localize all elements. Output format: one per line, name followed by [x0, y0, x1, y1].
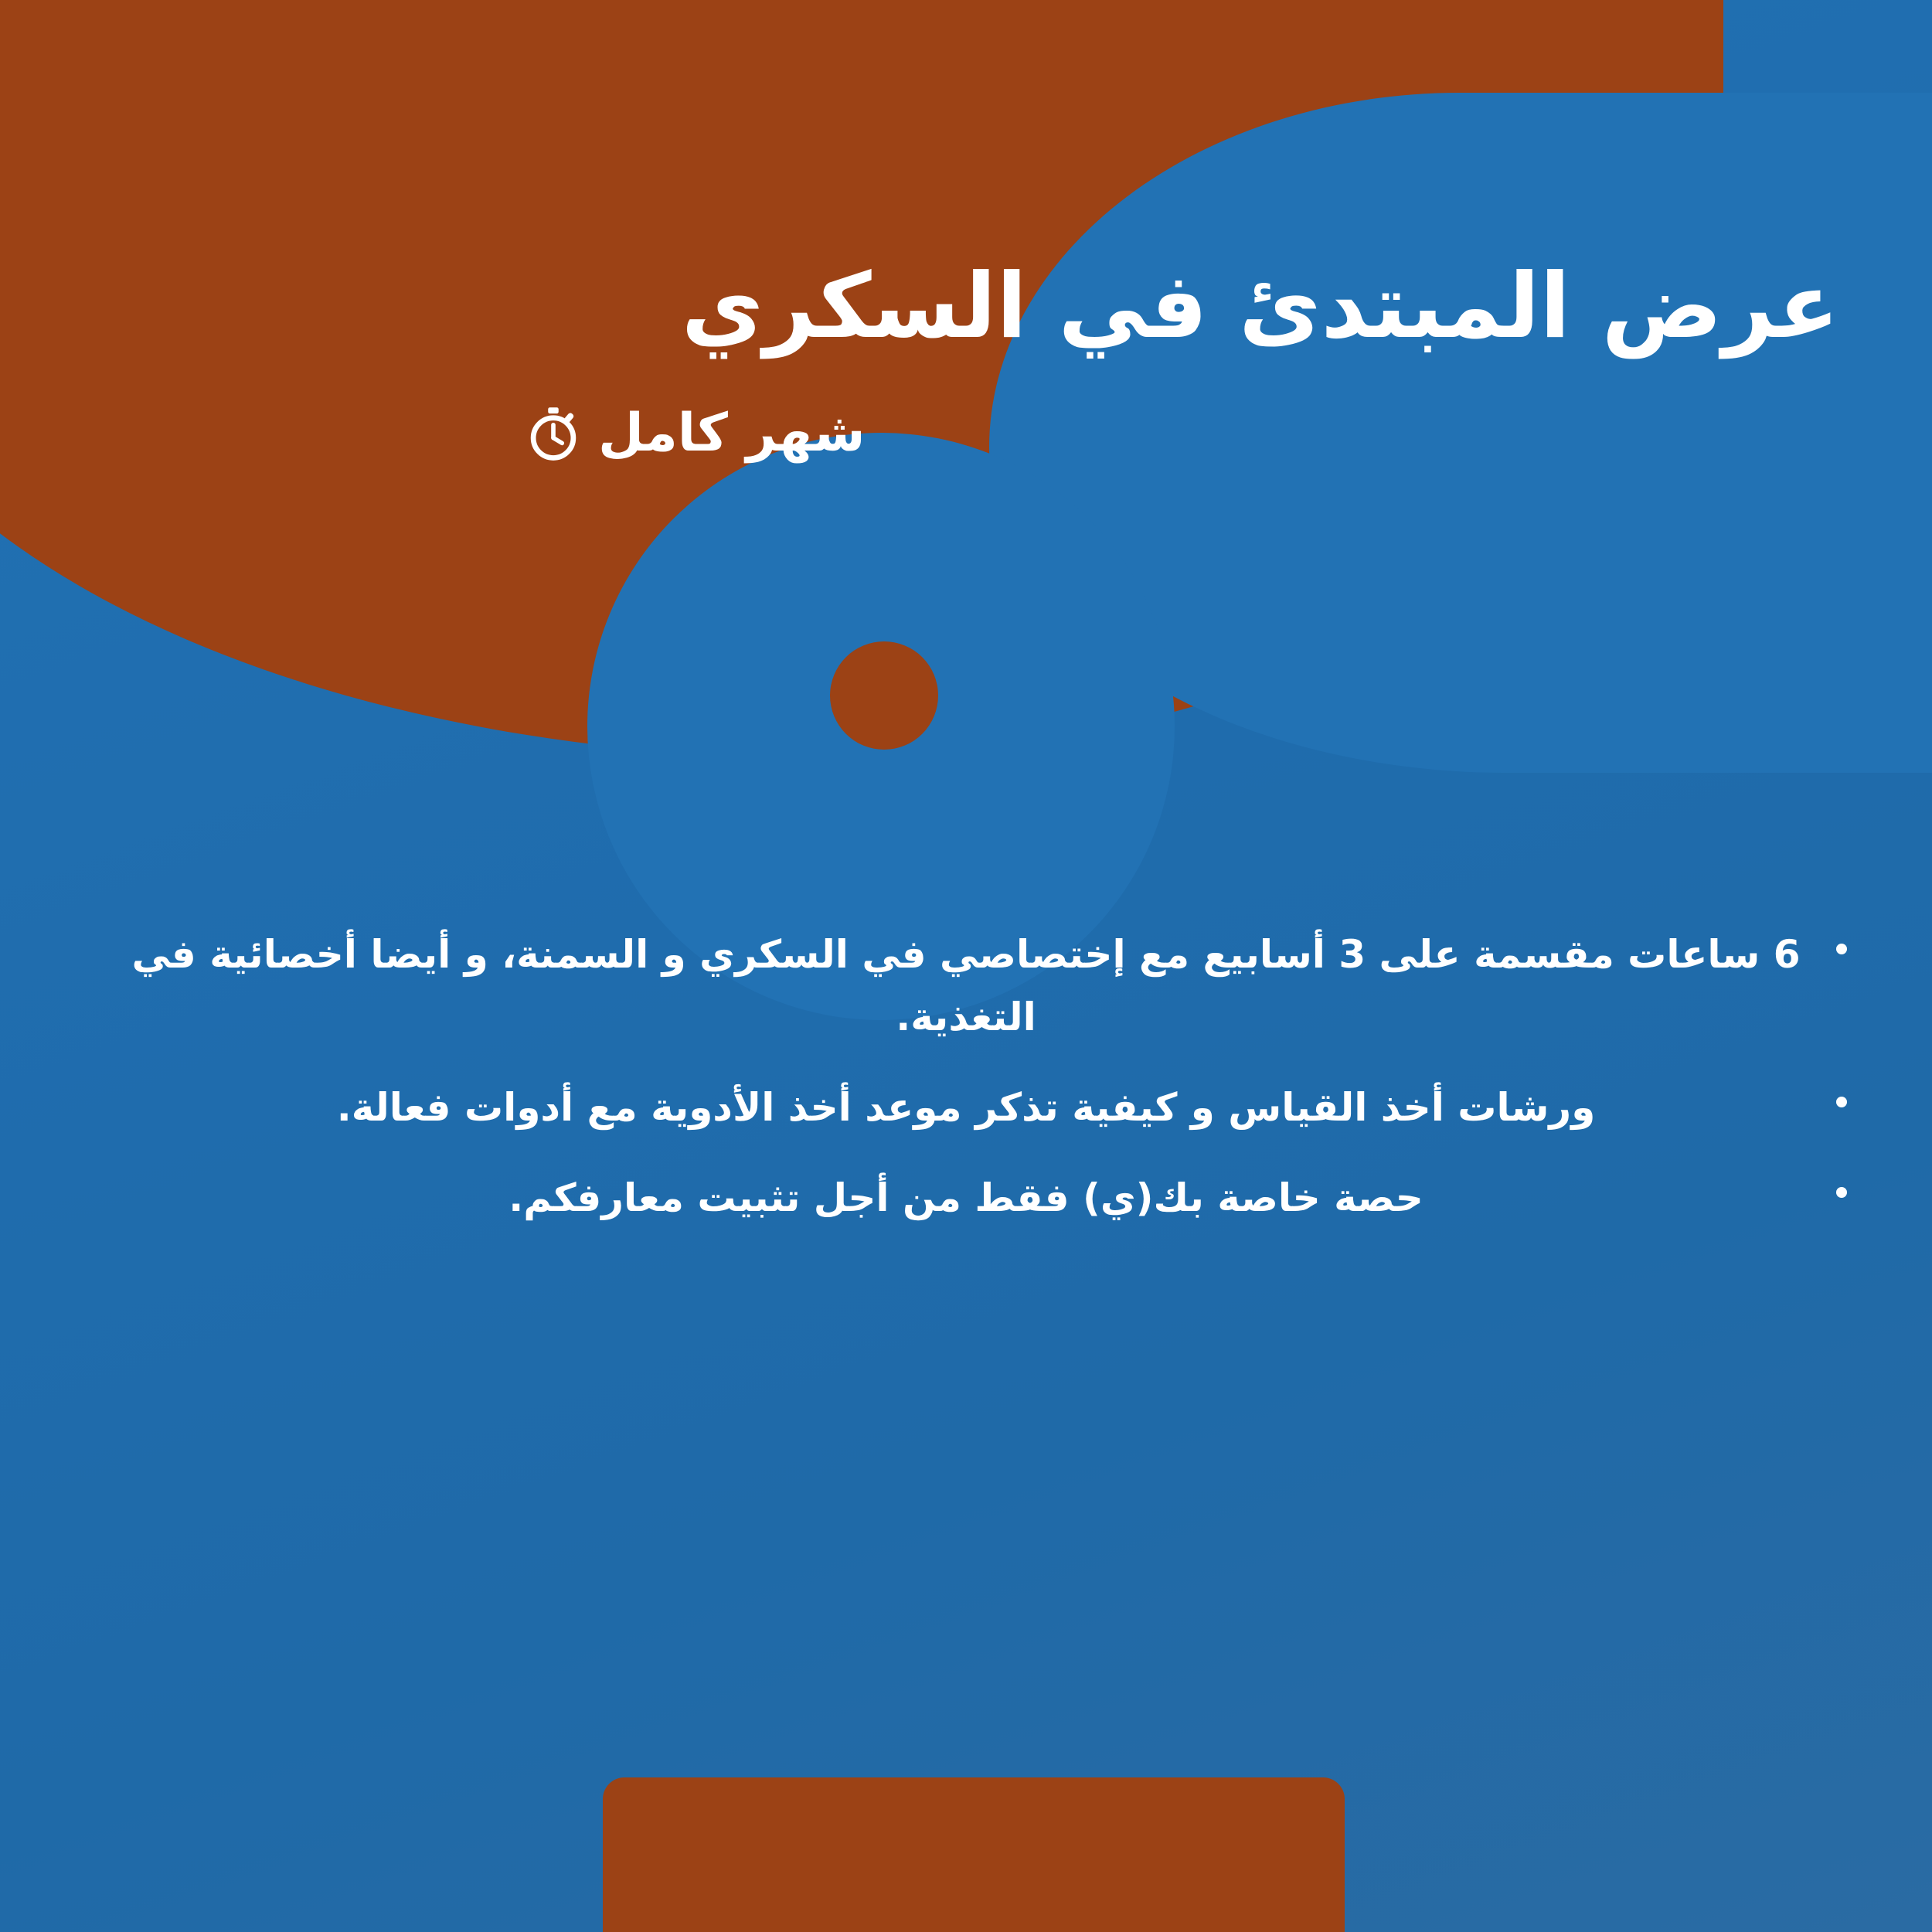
feature-list — [85, 923, 1847, 1230]
list-item — [85, 923, 1847, 1049]
decorative-brown-dot — [830, 641, 938, 750]
bullet-dot-icon — [1836, 944, 1847, 954]
list-item-text: 6 ساعات مقسمة على 3 أسابيع مع إختصاصي في السكري و السمنة، و أيضا أخصائية في التغذية. — [131, 932, 1801, 1039]
stopwatch-icon — [526, 406, 581, 461]
list-item — [85, 1077, 1847, 1139]
subtitle-text: شهر كامل — [598, 403, 866, 464]
list-item-text: حصة خاصة بك(ي) فقط من أجل تثبيت معارفكم. — [509, 1175, 1423, 1220]
decorative-bottom-card — [603, 1777, 1345, 1932]
bullet-dot-icon — [1836, 1097, 1847, 1107]
list-item-text: ورشات أخذ القياس و كيفية تذكر موعد أخذ الأدوية مع أدوات فعالة. — [336, 1085, 1596, 1130]
list-item — [85, 1167, 1847, 1230]
poster-content — [85, 923, 1847, 1257]
poster-header — [93, 254, 1839, 464]
page-title: عرض المبتدئ في السكري — [681, 254, 1839, 359]
subtitle-row — [93, 403, 1839, 464]
bullet-dot-icon — [1836, 1187, 1847, 1198]
